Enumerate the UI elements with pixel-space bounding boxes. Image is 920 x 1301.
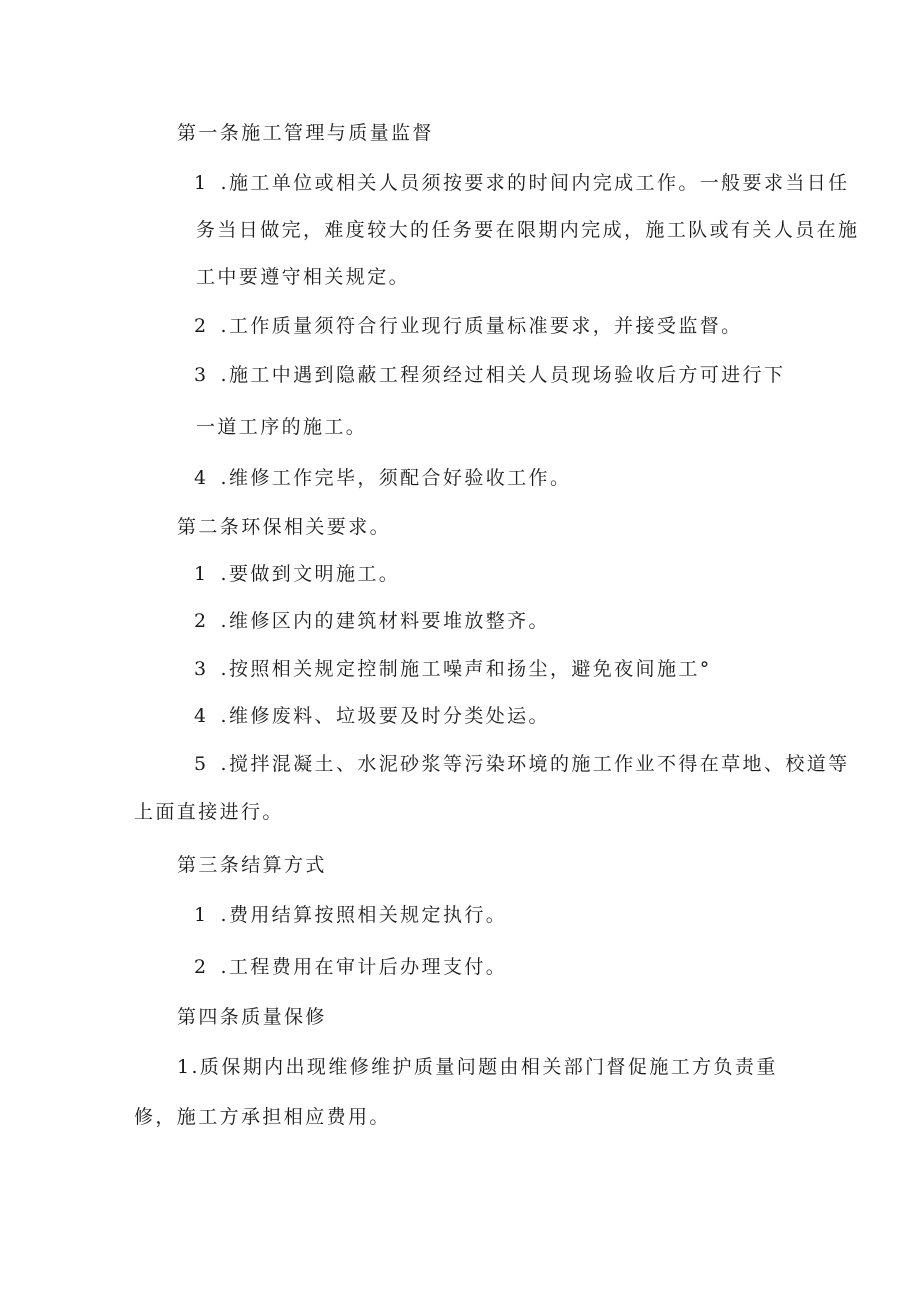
- article-1-item-4: 4 .维修工作完毕，须配合好验收工作。: [194, 467, 572, 489]
- article-3-item-1: 1 .费用结算按照相关规定执行。: [194, 904, 508, 926]
- article-1-item-1-line-1: 1 .施工单位或相关人员须按要求的时间内完成工作。一般要求当日任: [194, 172, 850, 194]
- article-2-item-3: 3 .按照相关规定控制施工噪声和扬尘，避免夜间施工°: [194, 658, 712, 680]
- article-1-item-1-line-2: 务当日做完，难度较大的任务要在限期内完成，施工队或有关人员在施: [196, 219, 860, 241]
- article-3-item-2: 2 .工程费用在审计后办理支付。: [194, 956, 508, 978]
- item-number: 3: [194, 364, 209, 386]
- item-number: 4: [194, 467, 209, 489]
- article-2-item-2: 2 .维修区内的建筑材料要堆放整齐。: [194, 610, 550, 632]
- article-4-item-1-line-1: 1.质保期内出现维修维护质量问题由相关部门督促施工方负责重: [177, 1056, 778, 1078]
- item-number: 4: [194, 705, 209, 727]
- item-number: 2: [194, 315, 209, 337]
- article-1-title: 第一条施工管理与质量监督: [177, 122, 434, 144]
- article-1-item-3-line-2: 一道工序的施工。: [196, 416, 368, 438]
- article-2-title: 第二条环保相关要求。: [177, 516, 392, 538]
- article-4-item-1-line-2: 修，施工方承担相应费用。: [134, 1106, 391, 1128]
- article-4-title: 第四条质量保修: [177, 1006, 327, 1028]
- article-1-item-3-line-1: 3 .施工中遇到隐蔽工程须经过相关人员现场验收后方可进行下: [194, 364, 786, 386]
- article-2-item-1: 1 .要做到文明施工。: [194, 563, 401, 585]
- item-number: 1: [194, 563, 209, 585]
- article-1-item-2: 2 .工作质量须符合行业现行质量标准要求，并接受监督。: [194, 315, 743, 337]
- item-number: 3: [194, 658, 209, 680]
- item-number: 5: [194, 753, 209, 775]
- article-1-item-1-line-3: 工中要遵守相关规定。: [196, 266, 411, 288]
- article-3-title: 第三条结算方式: [177, 854, 327, 876]
- item-number: 2: [194, 610, 209, 632]
- article-2-item-5-line-1: 5 .搅拌混凝土、水泥砂浆等污染环境的施工作业不得在草地、校道等: [194, 753, 850, 775]
- item-number: 1: [194, 904, 209, 926]
- item-number: 1: [194, 172, 209, 194]
- article-2-item-5-line-2: 上面直接进行。: [134, 801, 284, 823]
- article-2-item-4: 4 .维修废料、垃圾要及时分类处运。: [194, 705, 550, 727]
- item-number: 2: [194, 956, 209, 978]
